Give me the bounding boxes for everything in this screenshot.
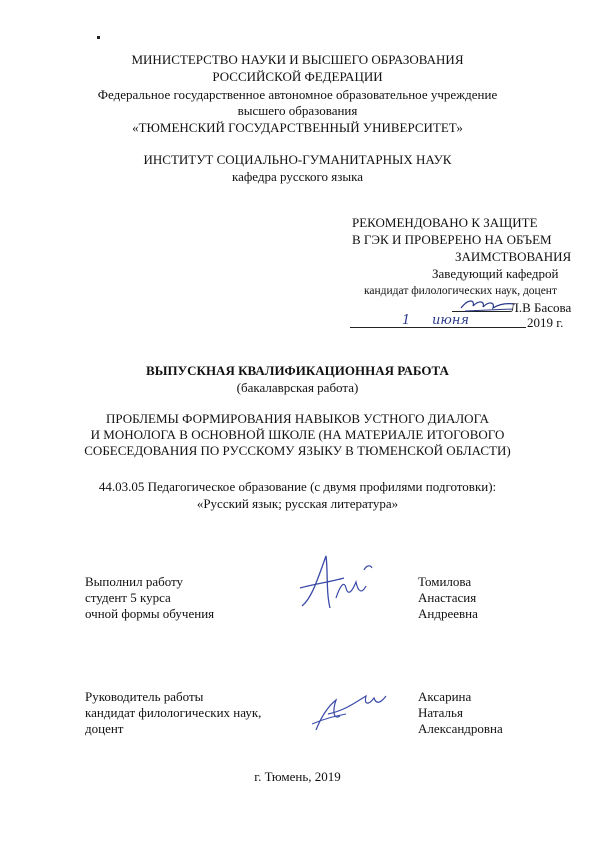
institute-name: ИНСТИТУТ СОЦИАЛЬНО-ГУМАНИТАРНЫХ НАУК [143, 152, 452, 167]
date-day: 1 [402, 313, 411, 328]
supervisor-labels [85, 689, 261, 737]
ministry-line-2: РОССИЙСКОЙ ФЕДЕРАЦИИ [212, 69, 383, 84]
program-line-2: «Русский язык; русская литература» [196, 496, 399, 511]
date-month: июня [432, 313, 469, 328]
supervisor-surname: Аксарина [418, 689, 472, 704]
supervisor-first-name: Наталья [418, 705, 463, 720]
city-year: г. Тюмень, 2019 [254, 769, 341, 784]
head-degree: кандидат филологических наук, доцент [364, 285, 557, 297]
work-title-line-1: ПРОБЛЕМЫ ФОРМИРОВАНИЯ НАВЫКОВ УСТНОГО ДИАЛОГА [105, 411, 490, 426]
university-name: «ТЮМЕНСКИЙ ГОСУДАРСТВЕННЫЙ УНИВЕРСИТЕТ» [132, 120, 463, 135]
supervisor-name [418, 689, 503, 737]
department-name: кафедра русского языка [231, 169, 364, 184]
work-title-line-3: СОБЕСЕДОВАНИЯ ПО РУССКОМУ ЯЗЫКУ В ТЮМЕНСКОЙ ОБЛАСТИ) [84, 443, 511, 458]
supervisor-label-2: кандидат филологических наук, [85, 705, 262, 720]
institution-line-1: Федеральное государственное автономное образовательное учреждение [97, 87, 498, 102]
student-name [418, 574, 478, 622]
student-label-1: Выполнил работу [85, 574, 184, 589]
student-surname: Томилова [418, 574, 472, 589]
supervisor-signature [306, 680, 398, 738]
supervisor-patronymic: Александровна [418, 721, 503, 736]
work-title-line-2: И МОНОЛОГА В ОСНОВНОЙ ШКОЛЕ (НА МАТЕРИАЛЕ ИТОГОВОГО [90, 427, 505, 442]
student-label-3: очной формы обучения [85, 606, 215, 621]
head-title: Заведующий кафедрой [432, 266, 559, 281]
approval-line-3: ЗАИМСТВОВАНИЯ [455, 249, 572, 264]
program-line-1: 44.03.05 Педагогическое образование (с двумя профилями подготовки): [98, 479, 497, 494]
work-subtype: (бакалаврская работа) [236, 380, 359, 395]
institution-line-2: высшего образования [237, 103, 358, 118]
approval-line-2: В ГЭК И ПРОВЕРЕНО НА ОБЪЕМ [352, 232, 552, 247]
supervisor-label-1: Руководитель работы [85, 689, 204, 704]
approval-line-1: РЕКОМЕНДОВАНО К ЗАЩИТЕ [352, 215, 538, 230]
student-label-2: студент 5 курса [85, 590, 171, 605]
supervisor-label-3: доцент [85, 721, 124, 736]
work-type: ВЫПУСКНАЯ КВАЛИФИКАЦИОННАЯ РАБОТА [146, 363, 449, 378]
date-year: 2019 г. [527, 315, 564, 330]
student-patronymic: Андреевна [418, 606, 478, 621]
stray-mark [97, 36, 100, 39]
ministry-line-1: МИНИСТЕРСТВО НАУКИ И ВЫСШЕГО ОБРАЗОВАНИЯ [131, 52, 464, 67]
student-labels [85, 574, 214, 622]
head-name: Л.В Басова [510, 300, 572, 315]
student-signature [296, 548, 388, 620]
student-first-name: Анастасия [418, 590, 477, 605]
